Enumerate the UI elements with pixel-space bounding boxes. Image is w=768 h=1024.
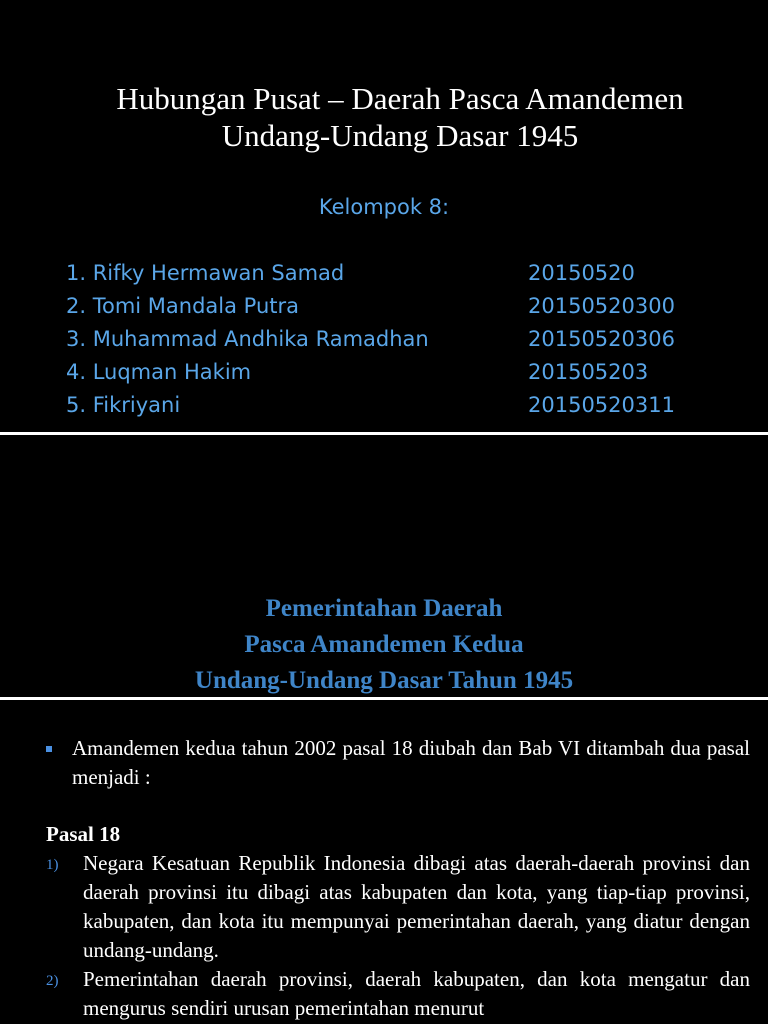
slide-1 <box>0 0 768 432</box>
member-name: 2. Tomi Mandala Putra <box>66 294 299 318</box>
member-row <box>66 291 706 324</box>
member-nim: 201505203 <box>528 360 649 384</box>
slide-2-title-line-2: Pasca Amandemen Kedua <box>244 631 524 658</box>
slide-2-title-line-3: Undang-Undang Dasar Tahun 1945 <box>194 667 574 694</box>
member-name: 4. Luqman Hakim <box>66 360 252 384</box>
numbered-item <box>46 965 750 1023</box>
numbered-item <box>46 849 750 965</box>
slide-1-title-line-2: Undang-Undang Dasar 1945 <box>221 118 579 153</box>
member-name: 3. Muhammad Andhika Ramadhan <box>66 327 429 351</box>
item-number: 2) <box>46 973 59 989</box>
slide-3 <box>0 700 768 1024</box>
bullet-item <box>46 734 750 792</box>
slide-2-title <box>0 591 768 699</box>
slide-1-title <box>0 80 768 154</box>
member-nim: 20150520300 <box>528 294 675 318</box>
square-bullet-icon <box>46 746 52 752</box>
member-row <box>66 390 706 423</box>
item-text: Negara Kesatuan Republik Indonesia dibagi atas daerah-daerah provinsi dan daerah provinsi itu dibagi atas kabupaten dan kota, yang tiap-tiap provinsi, kabupaten, dan kota itu mempunyai pemerintahan daerah, yang diatur dengan undang-undang. <box>83 851 750 962</box>
item-number: 1) <box>46 857 59 873</box>
slide-2-title-line-1: Pemerintahan Daerah <box>265 595 503 622</box>
member-name: 1. Rifky Hermawan Samad <box>66 261 345 285</box>
slide-3-body <box>46 734 750 1023</box>
slide-1-title-line-1: Hubungan Pusat – Daerah Pasca Amandemen <box>116 81 684 116</box>
slide-2 <box>0 435 768 697</box>
member-row <box>66 357 706 390</box>
member-row <box>66 258 706 291</box>
member-nim: 20150520 <box>528 261 635 285</box>
item-text: Pemerintahan daerah provinsi, daerah kabupaten, dan kota mengatur dan mengurus sendiri urusan pemerintahan menurut <box>83 967 750 1020</box>
group-label: Kelompok 8: <box>318 195 450 219</box>
pasal-heading: Pasal 18 <box>46 822 121 846</box>
bullet-text: Amandemen kedua tahun 2002 pasal 18 diubah dan Bab VI ditambah dua pasal menjadi : <box>72 736 750 789</box>
member-nim: 20150520311 <box>528 393 675 417</box>
member-row <box>66 324 706 357</box>
member-nim: 20150520306 <box>528 327 675 351</box>
member-list <box>66 258 706 423</box>
member-name: 5. Fikriyani <box>66 393 181 417</box>
